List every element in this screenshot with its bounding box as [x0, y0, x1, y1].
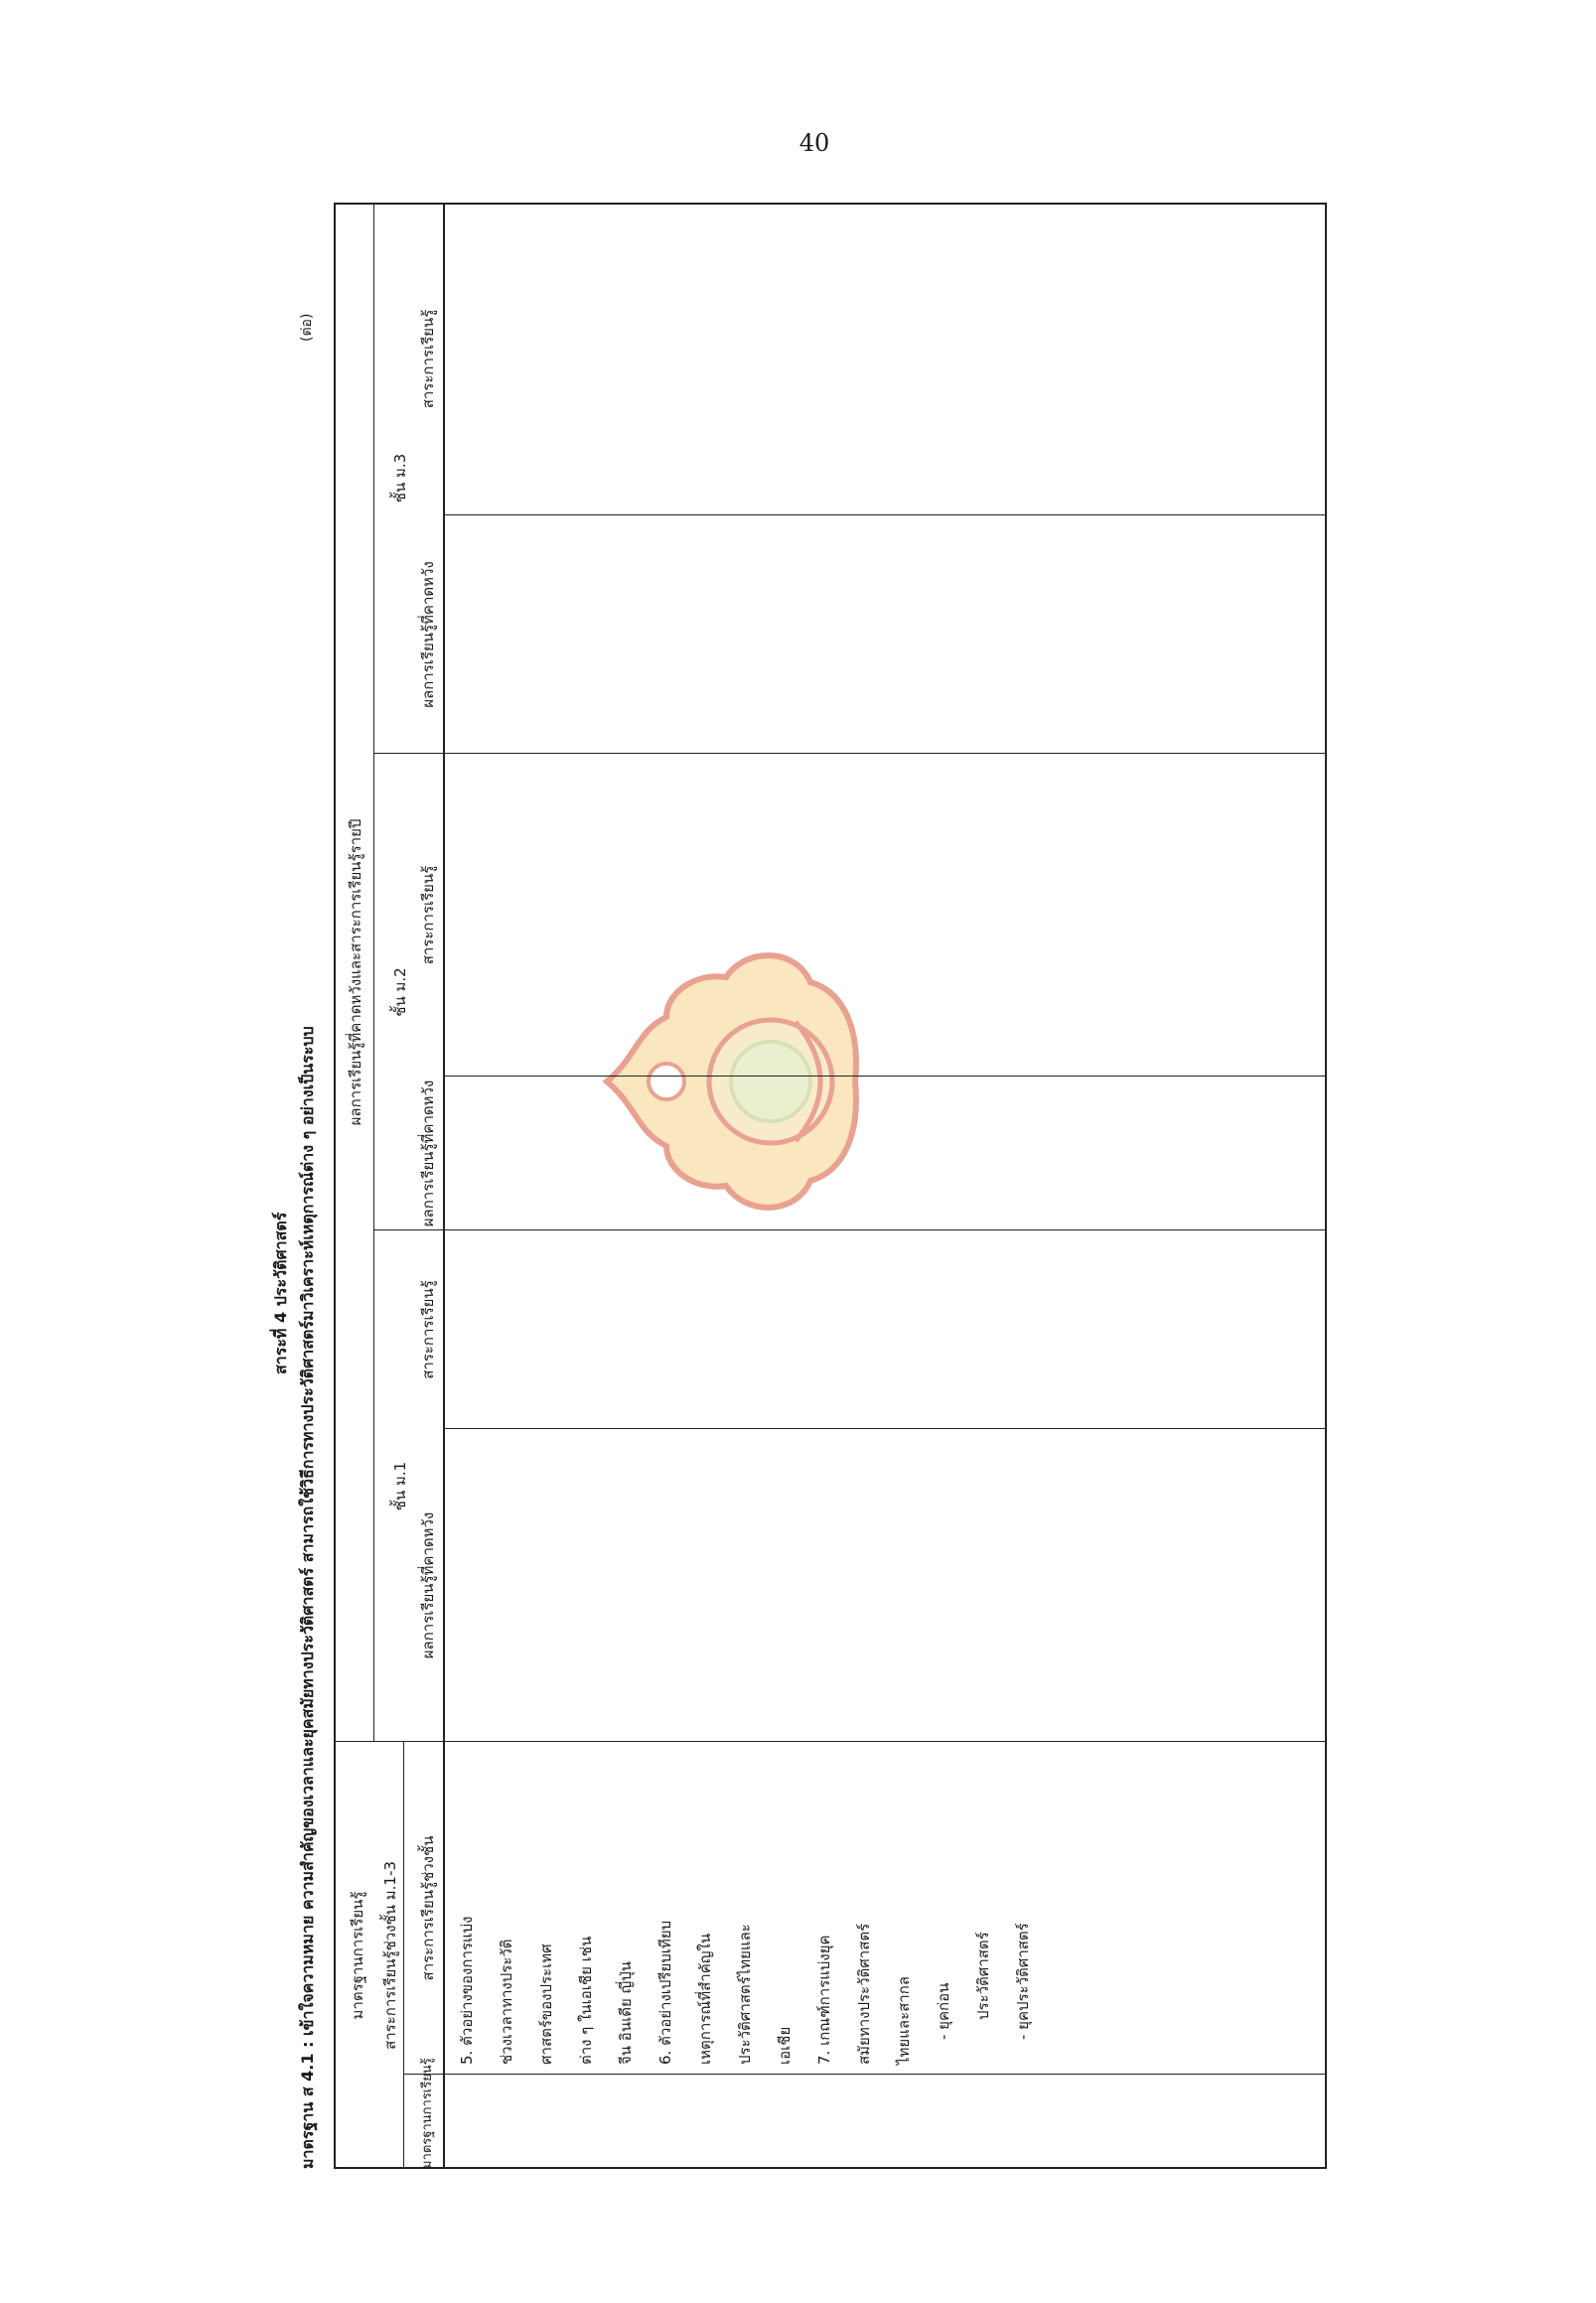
- content-line: ไทยและสากล: [895, 1976, 913, 2065]
- content-line: ศาสตร์ของประเทศ: [537, 1943, 555, 2065]
- grade-m2-label: ชั้น ม.2: [391, 967, 409, 1017]
- page-number: 40: [798, 129, 830, 157]
- group-range-label: สาระการเรียนรู้ช่วงชั้น ม.1-3: [381, 1861, 399, 2050]
- range-content-cell: [455, 1747, 1319, 2070]
- content-line: ต่าง ๆ ในเอเชีย เช่น: [577, 1936, 595, 2065]
- content-line: เอเชีย: [776, 2026, 794, 2065]
- col-m3-content-header: สาระการเรียนรู้: [419, 309, 437, 409]
- content-line: 5. ตัวอย่างของการแบ่ง: [458, 1916, 476, 2065]
- content-line: ประวัติศาสตร์ไทยและ: [736, 1924, 754, 2065]
- rotated-page: [239, 203, 1411, 2169]
- col-m3-outcome-header: ผลการเรียนรู้ที่คาดหวัง: [419, 561, 437, 708]
- content-line: 6. ตัวอย่างเปรียบเทียบ: [656, 1920, 674, 2065]
- col-m1-content-header: สาระการเรียนรู้: [419, 1280, 437, 1379]
- content-line: - ยุคประวัติศาสตร์: [1014, 1923, 1032, 2040]
- grade-m3-label: ชั้น ม.3: [391, 453, 409, 504]
- col-m2-content-header: สาระการเรียนรู้: [419, 865, 437, 965]
- col-range-content-header: สาระการเรียนรู้ช่วงชั้น: [419, 1835, 437, 1981]
- col-m2-outcome-header: ผลการเรียนรู้ที่คาดหวัง: [419, 1080, 437, 1227]
- continued-label: (ต่อ): [299, 313, 315, 342]
- content-line: 7. เกณฑ์การแบ่งยุค: [815, 1935, 833, 2065]
- group-standard-label: มาตรฐานการเรียนรู้: [349, 1891, 366, 2020]
- content-line: จีน อินเดีย ญี่ปุ่น: [617, 1960, 635, 2065]
- col-m1-outcome-header: ผลการเรียนรู้ที่คาดหวัง: [419, 1511, 437, 1659]
- col-standard-header: มาตรฐานการเรียนรู้: [420, 2058, 435, 2169]
- grade-m1-label: ชั้น ม.1: [391, 1461, 409, 1511]
- content-line: สมัยทางประวัติศาสตร์: [855, 1923, 873, 2065]
- content-line: ประวัติศาสตร์: [974, 1932, 992, 2020]
- group-yearly-label: ผลการเรียนรู้ที่คาดหวังและสาระการเรียนรู้รายปี: [347, 818, 364, 1126]
- standard-heading: มาตรฐาน ส 4.1 : เข้าใจความหมาย ความสำคัญของเวลาและยุคสมัยทางประวัติศาสตร์ สามารถใช้วิธีการทางประวัติศาสตร์มาวิเคราะห์เหตุการณ์ต่าง ๆ อย่างเป็นระบบ: [298, 1026, 317, 2169]
- curriculum-table: [334, 203, 1327, 2169]
- content-line: - ยุคก่อน: [935, 1982, 952, 2040]
- strand-title: สาระที่ 4 ประวัติศาสตร์: [271, 1212, 290, 1374]
- content-line: ช่วงเวลาทางประวัติ: [498, 1939, 515, 2065]
- content-line: เหตุการณ์ที่สำคัญใน: [696, 1933, 714, 2065]
